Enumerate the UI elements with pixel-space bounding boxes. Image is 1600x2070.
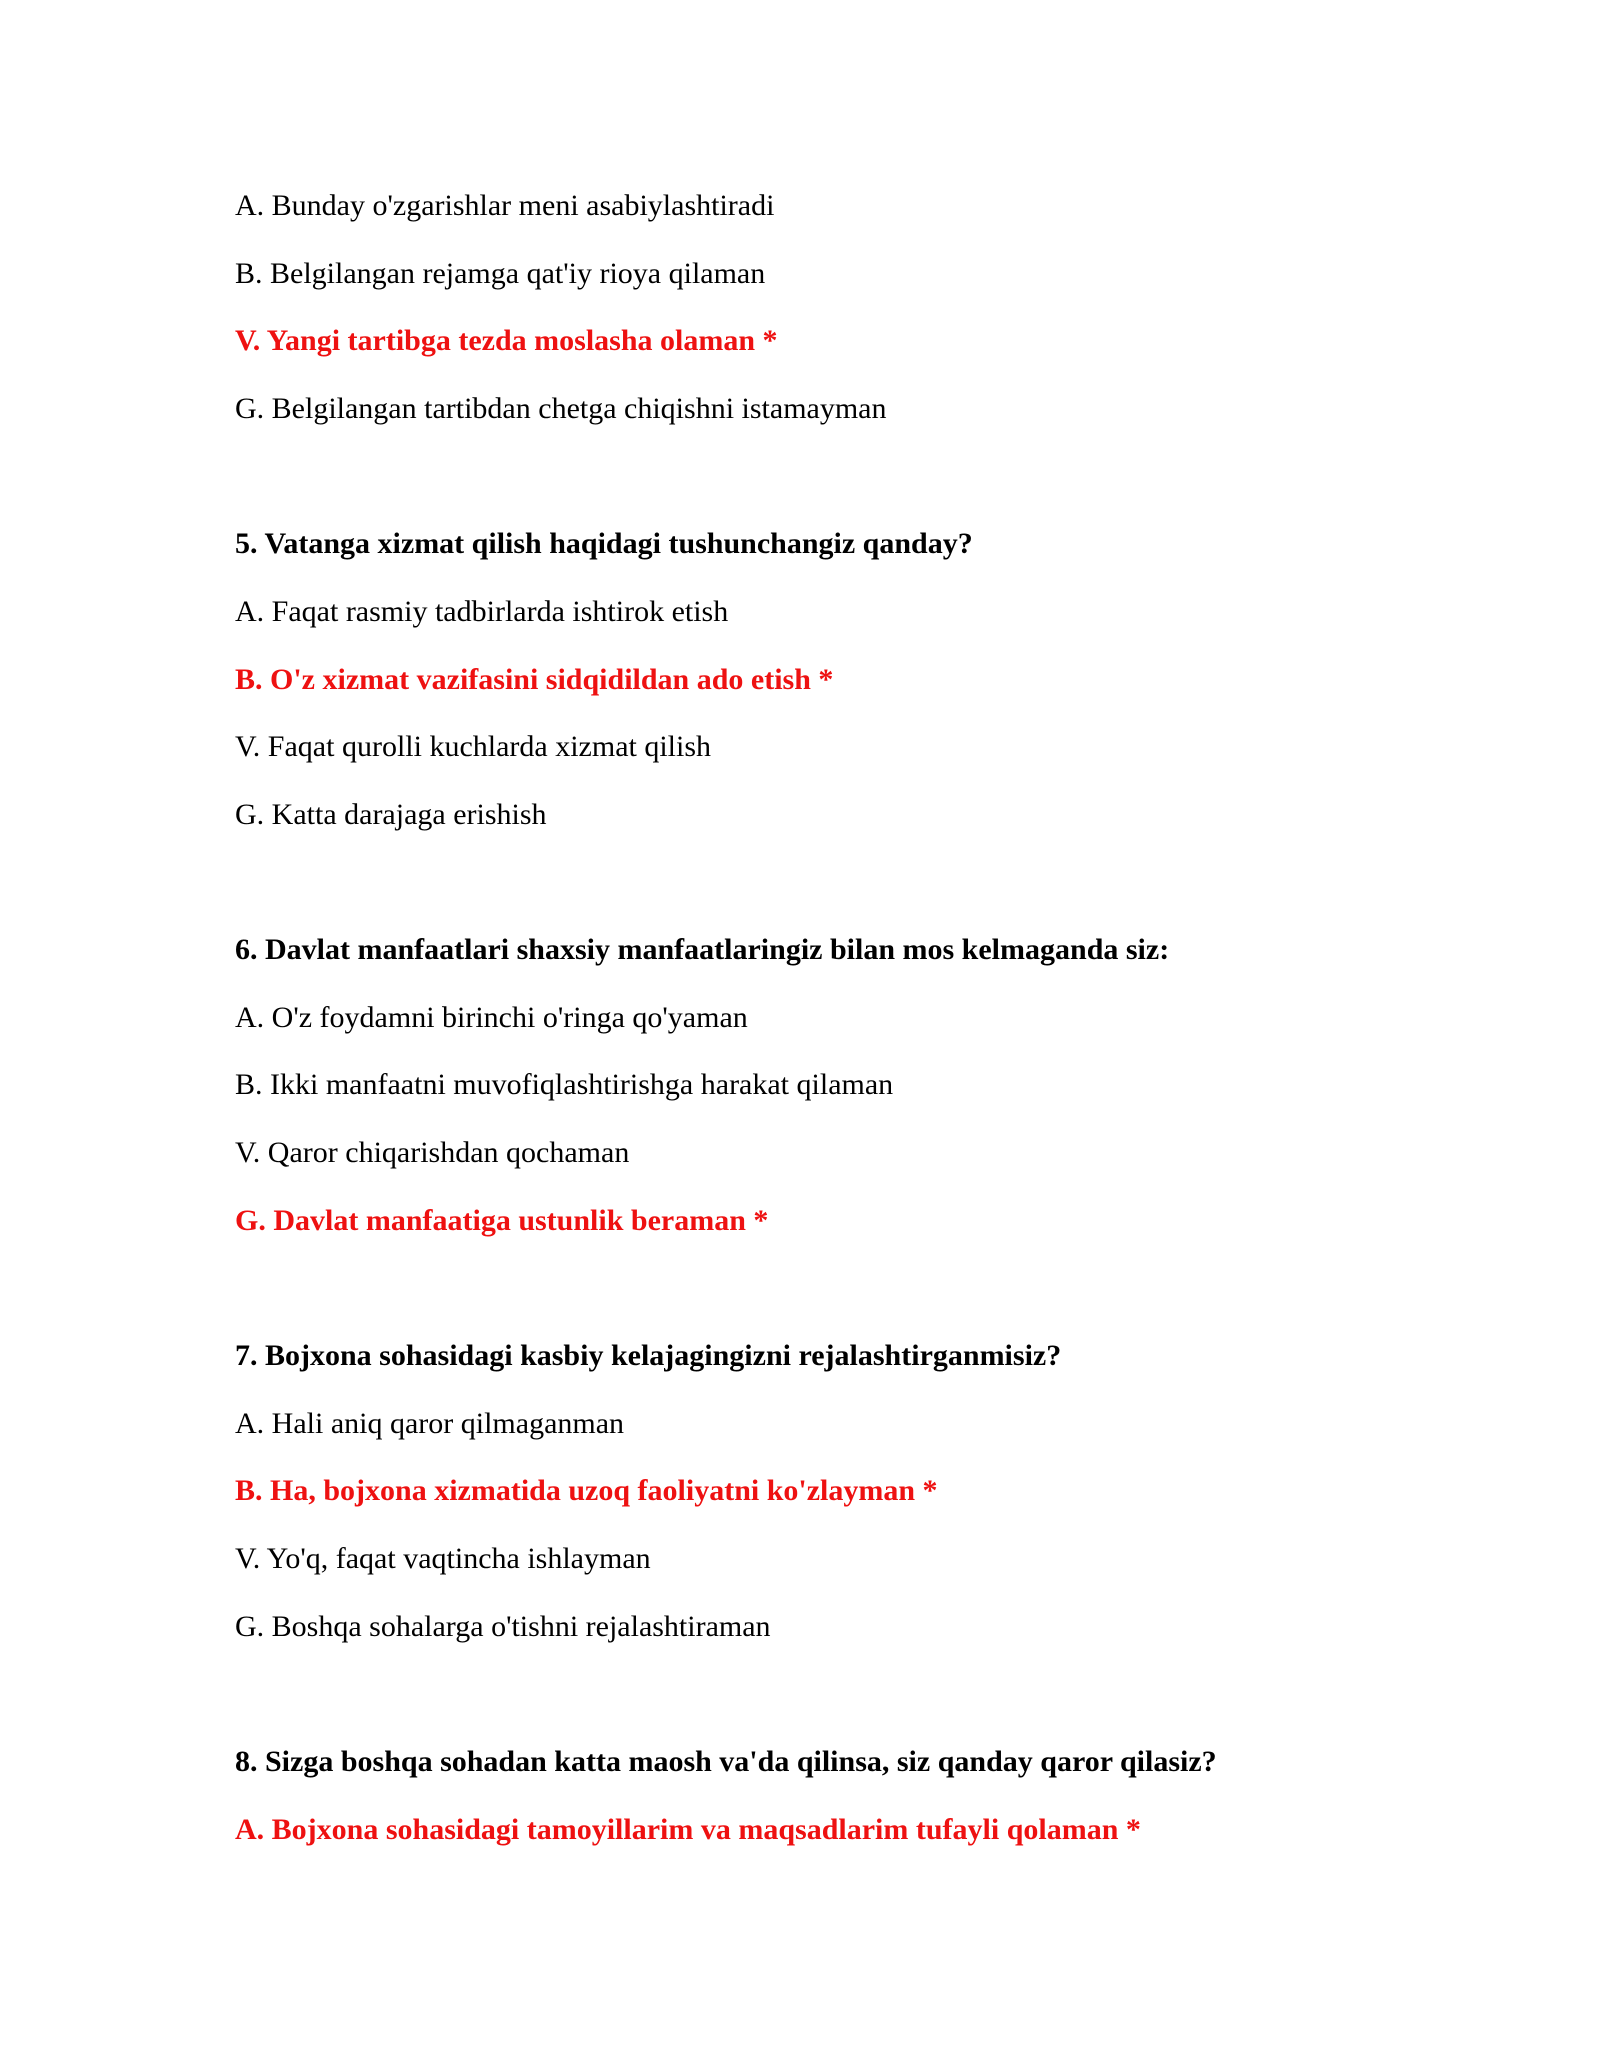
q4-option-a: A. Bunday o'zgarishlar meni asabiylashtiradi <box>235 189 775 222</box>
q6-option-a: A. O'z foydamni birinchi o'ringa qo'yaman <box>235 1001 748 1034</box>
q7-option-b-correct: B. Ha, bojxona xizmatida uzoq faoliyatni ko'zlayman * <box>235 1474 938 1507</box>
q7-option-a: A. Hali aniq qaror qilmaganman <box>235 1407 625 1440</box>
q5-option-v: V. Faqat qurolli kuchlarda xizmat qilish <box>235 730 712 763</box>
q7-option-g: G. Boshqa sohalarga o'tishni rejalashtiraman <box>235 1610 771 1643</box>
q8-question: 8. Sizga boshqa sohadan katta maosh va'da qilinsa, siz qanday qaror qilasiz? <box>235 1745 1217 1778</box>
q7-option-v: V. Yo'q, faqat vaqtincha ishlayman <box>235 1542 651 1575</box>
q4-option-b: B. Belgilangan rejamga qat'iy rioya qilaman <box>235 257 766 290</box>
q8-option-a-correct: A. Bojxona sohasidagi tamoyillarim va maqsadlarim tufayli qolaman * <box>235 1813 1141 1846</box>
q6-option-g-correct: G. Davlat manfaatiga ustunlik beraman * <box>235 1204 769 1237</box>
q5-option-g: G. Katta darajaga erishish <box>235 798 547 831</box>
q7-question: 7. Bojxona sohasidagi kasbiy kelajagingizni rejalashtirganmisiz? <box>235 1339 1062 1372</box>
q4-option-g: G. Belgilangan tartibdan chetga chiqishni istamayman <box>235 392 887 425</box>
q6-option-b: B. Ikki manfaatni muvofiqlashtirishga harakat qilaman <box>235 1068 894 1101</box>
q5-question: 5. Vatanga xizmat qilish haqidagi tushunchangiz qanday? <box>235 527 973 560</box>
q5-option-a: A. Faqat rasmiy tadbirlarda ishtirok etish <box>235 595 729 628</box>
q6-option-v: V. Qaror chiqarishdan qochaman <box>235 1136 630 1169</box>
q4-option-v-correct: V. Yangi tartibga tezda moslasha olaman * <box>235 324 778 357</box>
q5-option-b-correct: B. O'z xizmat vazifasini sidqidildan ado etish * <box>235 663 834 696</box>
q6-question: 6. Davlat manfaatlari shaxsiy manfaatlaringiz bilan mos kelmaganda siz: <box>235 933 1170 966</box>
